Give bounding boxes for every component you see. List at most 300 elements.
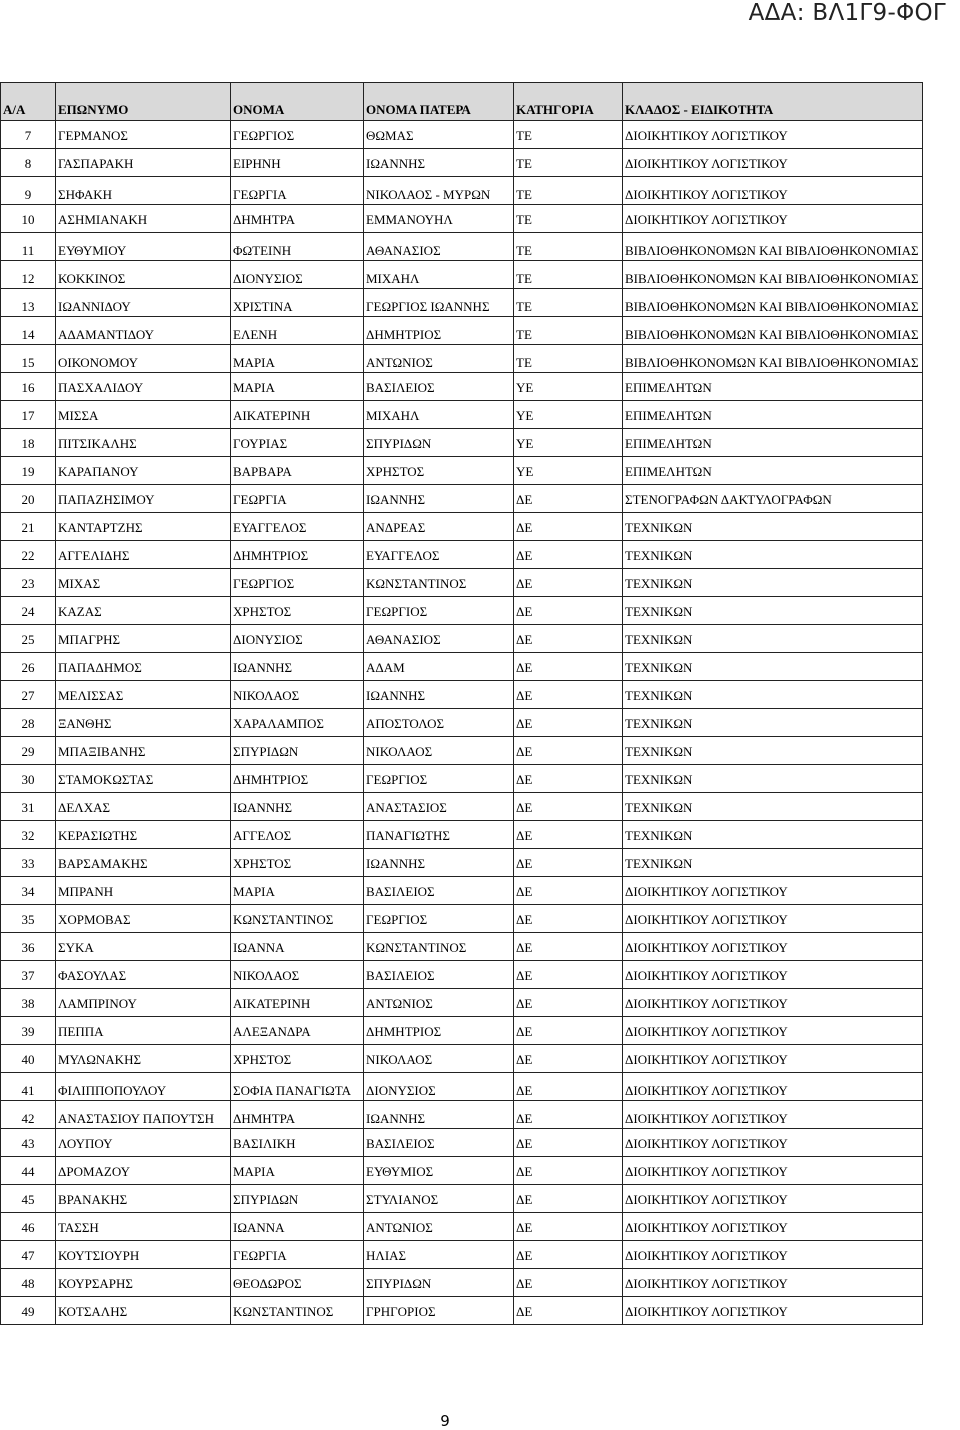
cell-surname: ΑΔΑΜΑΝΤΙΔΟΥ bbox=[56, 317, 231, 345]
cell-surname: ΜΙΧΑΣ bbox=[56, 569, 231, 597]
cell-first-name: ΔΗΜΗΤΡΙΟΣ bbox=[231, 541, 364, 569]
document-ada-code: ΑΔΑ: ΒΛ1Γ9-ΦΟΓ bbox=[748, 0, 946, 26]
cell-first-name: ΔΙΟΝΥΣΙΟΣ bbox=[231, 625, 364, 653]
cell-row-number: 27 bbox=[1, 681, 56, 709]
cell-first-name: ΔΗΜΗΤΡΑ bbox=[231, 1101, 364, 1129]
column-header-surname: ΕΠΩΝΥΜΟ bbox=[56, 83, 231, 121]
table-row bbox=[1, 989, 923, 1017]
cell-surname: ΚΟΥΤΣΙΟΥΡΗ bbox=[56, 1241, 231, 1269]
cell-category: ΔΕ bbox=[514, 1101, 623, 1129]
cell-surname: ΑΣΗΜΙΑΝΑΚΗ bbox=[56, 205, 231, 233]
cell-category: ΔΕ bbox=[514, 1073, 623, 1101]
cell-first-name: ΓΕΩΡΓΙΟΣ bbox=[231, 121, 364, 149]
cell-father-name: ΕΥΘΥΜΙΟΣ bbox=[364, 1157, 514, 1185]
cell-surname: ΙΩΑΝΝΙΔΟΥ bbox=[56, 289, 231, 317]
cell-row-number: 33 bbox=[1, 849, 56, 877]
cell-category: ΔΕ bbox=[514, 737, 623, 765]
cell-father-name: ΙΩΑΝΝΗΣ bbox=[364, 681, 514, 709]
cell-specialty: ΒΙΒΛΙΟΘΗΚΟΝΟΜΩΝ ΚΑΙ ΒΙΒΛΙΟΘΗΚΟΝΟΜΙΑΣ bbox=[623, 317, 923, 345]
cell-father-name: ΑΘΑΝΑΣΙΟΣ bbox=[364, 625, 514, 653]
cell-specialty: ΔΙΟΙΚΗΤΙΚΟΥ ΛΟΓΙΣΤΙΚΟΥ bbox=[623, 1045, 923, 1073]
table-row bbox=[1, 149, 923, 177]
cell-category: ΥΕ bbox=[514, 373, 623, 401]
cell-father-name: ΒΑΣΙΛΕΙΟΣ bbox=[364, 373, 514, 401]
cell-specialty: ΔΙΟΙΚΗΤΙΚΟΥ ΛΟΓΙΣΤΙΚΟΥ bbox=[623, 121, 923, 149]
cell-category: ΔΕ bbox=[514, 849, 623, 877]
cell-specialty: ΕΠΙΜΕΛΗΤΩΝ bbox=[623, 429, 923, 457]
cell-surname: ΕΥΘΥΜΙΟΥ bbox=[56, 233, 231, 261]
cell-surname: ΜΠΡΑΝΗ bbox=[56, 877, 231, 905]
cell-specialty: ΤΕΧΝΙΚΩΝ bbox=[623, 821, 923, 849]
cell-first-name: ΝΙΚΟΛΑΟΣ bbox=[231, 681, 364, 709]
column-header-category: ΚΑΤΗΓΟΡΙΑ bbox=[514, 83, 623, 121]
cell-category: ΔΕ bbox=[514, 793, 623, 821]
cell-category: ΤΕ bbox=[514, 149, 623, 177]
cell-surname: ΠΑΠΑΖΗΣΙΜΟΥ bbox=[56, 485, 231, 513]
cell-father-name: ΑΔΑΜ bbox=[364, 653, 514, 681]
cell-specialty: ΕΠΙΜΕΛΗΤΩΝ bbox=[623, 373, 923, 401]
table-row bbox=[1, 905, 923, 933]
cell-row-number: 45 bbox=[1, 1185, 56, 1213]
cell-father-name: ΓΕΩΡΓΙΟΣ bbox=[364, 905, 514, 933]
cell-father-name: ΒΑΣΙΛΕΙΟΣ bbox=[364, 1129, 514, 1157]
cell-row-number: 13 bbox=[1, 289, 56, 317]
table-row bbox=[1, 849, 923, 877]
cell-father-name: ΓΕΩΡΓΙΟΣ bbox=[364, 765, 514, 793]
cell-specialty: ΔΙΟΙΚΗΤΙΚΟΥ ΛΟΓΙΣΤΙΚΟΥ bbox=[623, 989, 923, 1017]
cell-row-number: 31 bbox=[1, 793, 56, 821]
table-row bbox=[1, 961, 923, 989]
cell-row-number: 37 bbox=[1, 961, 56, 989]
cell-row-number: 12 bbox=[1, 261, 56, 289]
cell-first-name: ΙΩΑΝΝΑ bbox=[231, 933, 364, 961]
cell-category: ΔΕ bbox=[514, 933, 623, 961]
table-row bbox=[1, 261, 923, 289]
cell-row-number: 14 bbox=[1, 317, 56, 345]
cell-father-name: ΝΙΚΟΛΑΟΣ - ΜΥΡΩΝ bbox=[364, 177, 514, 205]
cell-surname: ΚΑΡΑΠΑΝΟΥ bbox=[56, 457, 231, 485]
table-row bbox=[1, 1101, 923, 1129]
cell-surname: ΜΕΛΙΣΣΑΣ bbox=[56, 681, 231, 709]
cell-surname: ΠΑΣΧΑΛΙΔΟΥ bbox=[56, 373, 231, 401]
cell-surname: ΔΕΛΧΑΣ bbox=[56, 793, 231, 821]
cell-father-name: ΓΕΩΡΓΙΟΣ bbox=[364, 597, 514, 625]
table-row bbox=[1, 1241, 923, 1269]
cell-surname: ΧΟΡΜΟΒΑΣ bbox=[56, 905, 231, 933]
cell-specialty: ΤΕΧΝΙΚΩΝ bbox=[623, 569, 923, 597]
cell-surname: ΔΡΟΜΑΖΟΥ bbox=[56, 1157, 231, 1185]
cell-row-number: 49 bbox=[1, 1297, 56, 1325]
cell-first-name: ΝΙΚΟΛΑΟΣ bbox=[231, 961, 364, 989]
cell-surname: ΒΑΡΣΑΜΑΚΗΣ bbox=[56, 849, 231, 877]
cell-surname: ΦΑΣΟΥΛΑΣ bbox=[56, 961, 231, 989]
column-header-aa: Α/Α bbox=[1, 83, 56, 121]
cell-surname: ΠΕΠΠΑ bbox=[56, 1017, 231, 1045]
cell-surname: ΠΙΤΣΙΚΑΛΗΣ bbox=[56, 429, 231, 457]
cell-surname: ΜΠΑΞΙΒΑΝΗΣ bbox=[56, 737, 231, 765]
cell-surname: ΑΝΑΣΤΑΣΙΟΥ ΠΑΠΟΥΤΣΗ bbox=[56, 1101, 231, 1129]
table-row bbox=[1, 205, 923, 233]
cell-row-number: 36 bbox=[1, 933, 56, 961]
cell-specialty: ΔΙΟΙΚΗΤΙΚΟΥ ΛΟΓΙΣΤΙΚΟΥ bbox=[623, 933, 923, 961]
cell-row-number: 47 bbox=[1, 1241, 56, 1269]
cell-first-name: ΦΩΤΕΙΝΗ bbox=[231, 233, 364, 261]
cell-father-name: ΝΙΚΟΛΑΟΣ bbox=[364, 737, 514, 765]
page-number: 9 bbox=[440, 1412, 450, 1430]
cell-row-number: 8 bbox=[1, 149, 56, 177]
table-row bbox=[1, 793, 923, 821]
cell-father-name: ΚΩΝΣΤΑΝΤΙΝΟΣ bbox=[364, 933, 514, 961]
cell-father-name: ΜΙΧΑΗΛ bbox=[364, 401, 514, 429]
cell-father-name: ΧΡΗΣΤΟΣ bbox=[364, 457, 514, 485]
cell-surname: ΦΙΛΙΠΠΟΠΟΥΛΟΥ bbox=[56, 1073, 231, 1101]
table-row bbox=[1, 765, 923, 793]
cell-surname: ΚΟΚΚΙΝΟΣ bbox=[56, 261, 231, 289]
cell-first-name: ΘΕΟΔΩΡΟΣ bbox=[231, 1269, 364, 1297]
cell-specialty: ΔΙΟΙΚΗΤΙΚΟΥ ΛΟΓΙΣΤΙΚΟΥ bbox=[623, 1241, 923, 1269]
cell-specialty: ΔΙΟΙΚΗΤΙΚΟΥ ΛΟΓΙΣΤΙΚΟΥ bbox=[623, 1269, 923, 1297]
cell-row-number: 43 bbox=[1, 1129, 56, 1157]
table-header-row bbox=[1, 83, 923, 121]
cell-surname: ΚΟΥΡΣΑΡΗΣ bbox=[56, 1269, 231, 1297]
cell-category: ΔΕ bbox=[514, 1241, 623, 1269]
cell-category: ΔΕ bbox=[514, 1157, 623, 1185]
cell-category: ΤΕ bbox=[514, 177, 623, 205]
cell-specialty: ΔΙΟΙΚΗΤΙΚΟΥ ΛΟΓΙΣΤΙΚΟΥ bbox=[623, 1017, 923, 1045]
cell-specialty: ΤΕΧΝΙΚΩΝ bbox=[623, 709, 923, 737]
cell-first-name: ΓΕΩΡΓΙΑ bbox=[231, 485, 364, 513]
table-row bbox=[1, 1213, 923, 1241]
cell-specialty: ΔΙΟΙΚΗΤΙΚΟΥ ΛΟΓΙΣΤΙΚΟΥ bbox=[623, 205, 923, 233]
table-row bbox=[1, 1157, 923, 1185]
column-header-specialty: ΚΛΑΔΟΣ - ΕΙΔΙΚΟΤΗΤΑ bbox=[623, 83, 923, 121]
cell-surname: ΣΥΚΑ bbox=[56, 933, 231, 961]
cell-specialty: ΤΕΧΝΙΚΩΝ bbox=[623, 653, 923, 681]
cell-father-name: ΣΠΥΡΙΔΩΝ bbox=[364, 429, 514, 457]
cell-surname: ΚΟΤΣΑΛΗΣ bbox=[56, 1297, 231, 1325]
cell-surname: ΓΑΣΠΑΡΑΚΗ bbox=[56, 149, 231, 177]
table-row bbox=[1, 653, 923, 681]
cell-category: ΤΕ bbox=[514, 233, 623, 261]
cell-row-number: 46 bbox=[1, 1213, 56, 1241]
cell-category: ΥΕ bbox=[514, 401, 623, 429]
cell-row-number: 17 bbox=[1, 401, 56, 429]
cell-surname: ΛΑΜΠΡΙΝΟΥ bbox=[56, 989, 231, 1017]
cell-surname: ΤΑΣΣΗ bbox=[56, 1213, 231, 1241]
cell-father-name: ΓΕΩΡΓΙΟΣ ΙΩΑΝΝΗΣ bbox=[364, 289, 514, 317]
table-row bbox=[1, 1185, 923, 1213]
cell-row-number: 26 bbox=[1, 653, 56, 681]
cell-row-number: 30 bbox=[1, 765, 56, 793]
cell-first-name: ΒΑΡΒΑΡΑ bbox=[231, 457, 364, 485]
cell-category: ΔΕ bbox=[514, 625, 623, 653]
cell-father-name: ΘΩΜΑΣ bbox=[364, 121, 514, 149]
cell-surname: ΛΟΥΠΟΥ bbox=[56, 1129, 231, 1157]
cell-father-name: ΑΝΑΣΤΑΣΙΟΣ bbox=[364, 793, 514, 821]
cell-surname: ΒΡΑΝΑΚΗΣ bbox=[56, 1185, 231, 1213]
cell-specialty: ΔΙΟΙΚΗΤΙΚΟΥ ΛΟΓΙΣΤΙΚΟΥ bbox=[623, 149, 923, 177]
cell-first-name: ΧΡΙΣΤΙΝΑ bbox=[231, 289, 364, 317]
cell-first-name: ΒΑΣΙΛΙΚΗ bbox=[231, 1129, 364, 1157]
cell-row-number: 34 bbox=[1, 877, 56, 905]
cell-specialty: ΔΙΟΙΚΗΤΙΚΟΥ ΛΟΓΙΣΤΙΚΟΥ bbox=[623, 1073, 923, 1101]
cell-specialty: ΒΙΒΛΙΟΘΗΚΟΝΟΜΩΝ ΚΑΙ ΒΙΒΛΙΟΘΗΚΟΝΟΜΙΑΣ bbox=[623, 261, 923, 289]
cell-specialty: ΤΕΧΝΙΚΩΝ bbox=[623, 513, 923, 541]
cell-father-name: ΔΗΜΗΤΡΙΟΣ bbox=[364, 1017, 514, 1045]
cell-surname: ΚΑΖΑΣ bbox=[56, 597, 231, 625]
cell-row-number: 7 bbox=[1, 121, 56, 149]
cell-category: ΔΕ bbox=[514, 765, 623, 793]
cell-father-name: ΜΙΧΑΗΛ bbox=[364, 261, 514, 289]
cell-category: ΥΕ bbox=[514, 457, 623, 485]
cell-category: ΤΕ bbox=[514, 205, 623, 233]
cell-father-name: ΕΥΑΓΓΕΛΟΣ bbox=[364, 541, 514, 569]
table-row bbox=[1, 233, 923, 261]
cell-surname: ΟΙΚΟΝΟΜΟΥ bbox=[56, 345, 231, 373]
cell-specialty: ΔΙΟΙΚΗΤΙΚΟΥ ΛΟΓΙΣΤΙΚΟΥ bbox=[623, 1157, 923, 1185]
cell-father-name: ΕΜΜΑΝΟΥΗΛ bbox=[364, 205, 514, 233]
cell-father-name: ΑΘΑΝΑΣΙΟΣ bbox=[364, 233, 514, 261]
cell-specialty: ΔΙΟΙΚΗΤΙΚΟΥ ΛΟΓΙΣΤΙΚΟΥ bbox=[623, 177, 923, 205]
cell-category: ΔΕ bbox=[514, 653, 623, 681]
cell-row-number: 24 bbox=[1, 597, 56, 625]
cell-first-name: ΓΕΩΡΓΙΑ bbox=[231, 177, 364, 205]
cell-row-number: 21 bbox=[1, 513, 56, 541]
cell-row-number: 41 bbox=[1, 1073, 56, 1101]
column-header-name: ΟΝΟΜΑ bbox=[231, 83, 364, 121]
cell-row-number: 39 bbox=[1, 1017, 56, 1045]
table-row bbox=[1, 1045, 923, 1073]
table-row bbox=[1, 345, 923, 373]
cell-category: ΔΕ bbox=[514, 541, 623, 569]
cell-father-name: ΑΝΤΩΝΙΟΣ bbox=[364, 345, 514, 373]
cell-first-name: ΔΗΜΗΤΡΙΟΣ bbox=[231, 765, 364, 793]
cell-category: ΤΕ bbox=[514, 345, 623, 373]
cell-specialty: ΒΙΒΛΙΟΘΗΚΟΝΟΜΩΝ ΚΑΙ ΒΙΒΛΙΟΘΗΚΟΝΟΜΙΑΣ bbox=[623, 289, 923, 317]
cell-category: ΔΕ bbox=[514, 709, 623, 737]
table-row bbox=[1, 177, 923, 205]
table-row bbox=[1, 737, 923, 765]
cell-category: ΔΕ bbox=[514, 569, 623, 597]
cell-specialty: ΤΕΧΝΙΚΩΝ bbox=[623, 625, 923, 653]
staff-table bbox=[0, 82, 923, 1325]
table-row bbox=[1, 429, 923, 457]
cell-specialty: ΔΙΟΙΚΗΤΙΚΟΥ ΛΟΓΙΣΤΙΚΟΥ bbox=[623, 1297, 923, 1325]
table-row bbox=[1, 485, 923, 513]
cell-specialty: ΔΙΟΙΚΗΤΙΚΟΥ ΛΟΓΙΣΤΙΚΟΥ bbox=[623, 1213, 923, 1241]
cell-category: ΔΕ bbox=[514, 1017, 623, 1045]
cell-specialty: ΤΕΧΝΙΚΩΝ bbox=[623, 597, 923, 625]
cell-category: ΔΕ bbox=[514, 1269, 623, 1297]
cell-category: ΥΕ bbox=[514, 429, 623, 457]
cell-category: ΤΕ bbox=[514, 121, 623, 149]
cell-specialty: ΕΠΙΜΕΛΗΤΩΝ bbox=[623, 401, 923, 429]
cell-first-name: ΓΕΩΡΓΙΑ bbox=[231, 1241, 364, 1269]
cell-first-name: ΑΙΚΑΤΕΡΙΝΗ bbox=[231, 401, 364, 429]
cell-category: ΔΕ bbox=[514, 597, 623, 625]
cell-first-name: ΑΓΓΕΛΟΣ bbox=[231, 821, 364, 849]
cell-surname: ΞΑΝΘΗΣ bbox=[56, 709, 231, 737]
cell-first-name: ΓΕΩΡΓΙΟΣ bbox=[231, 569, 364, 597]
cell-category: ΔΕ bbox=[514, 513, 623, 541]
cell-first-name: ΑΙΚΑΤΕΡΙΝΗ bbox=[231, 989, 364, 1017]
cell-father-name: ΔΙΟΝΥΣΙΟΣ bbox=[364, 1073, 514, 1101]
cell-father-name: ΑΝΔΡΕΑΣ bbox=[364, 513, 514, 541]
table-row bbox=[1, 317, 923, 345]
table-row bbox=[1, 1297, 923, 1325]
cell-father-name: ΙΩΑΝΝΗΣ bbox=[364, 149, 514, 177]
cell-category: ΔΕ bbox=[514, 1213, 623, 1241]
cell-category: ΔΕ bbox=[514, 961, 623, 989]
cell-father-name: ΝΙΚΟΛΑΟΣ bbox=[364, 1045, 514, 1073]
column-header-father-name: ΟΝΟΜΑ ΠΑΤΕΡΑ bbox=[364, 83, 514, 121]
cell-surname: ΚΑΝΤΑΡΤΖΗΣ bbox=[56, 513, 231, 541]
cell-category: ΔΕ bbox=[514, 905, 623, 933]
cell-first-name: ΜΑΡΙΑ bbox=[231, 877, 364, 905]
cell-first-name: ΜΑΡΙΑ bbox=[231, 1157, 364, 1185]
cell-category: ΔΕ bbox=[514, 877, 623, 905]
cell-specialty: ΔΙΟΙΚΗΤΙΚΟΥ ΛΟΓΙΣΤΙΚΟΥ bbox=[623, 1101, 923, 1129]
cell-first-name: ΜΑΡΙΑ bbox=[231, 345, 364, 373]
cell-father-name: ΠΑΝΑΓΙΩΤΗΣ bbox=[364, 821, 514, 849]
cell-category: ΤΕ bbox=[514, 289, 623, 317]
cell-row-number: 15 bbox=[1, 345, 56, 373]
cell-father-name: ΙΩΑΝΝΗΣ bbox=[364, 485, 514, 513]
cell-surname: ΜΙΣΣΑ bbox=[56, 401, 231, 429]
cell-first-name: ΕΙΡΗΝΗ bbox=[231, 149, 364, 177]
table-row bbox=[1, 821, 923, 849]
cell-first-name: ΙΩΑΝΝΑ bbox=[231, 1213, 364, 1241]
cell-first-name: ΓΟΥΡΙΑΣ bbox=[231, 429, 364, 457]
cell-father-name: ΣΤΥΛΙΑΝΟΣ bbox=[364, 1185, 514, 1213]
cell-specialty: ΔΙΟΙΚΗΤΙΚΟΥ ΛΟΓΙΣΤΙΚΟΥ bbox=[623, 961, 923, 989]
cell-category: ΔΕ bbox=[514, 681, 623, 709]
cell-surname: ΠΑΠΑΔΗΜΟΣ bbox=[56, 653, 231, 681]
cell-first-name: ΣΟΦΙΑ ΠΑΝΑΓΙΩΤΑ bbox=[231, 1073, 364, 1101]
cell-row-number: 9 bbox=[1, 177, 56, 205]
cell-father-name: ΑΠΟΣΤΟΛΟΣ bbox=[364, 709, 514, 737]
cell-first-name: ΑΛΕΞΑΝΔΡΑ bbox=[231, 1017, 364, 1045]
table-row bbox=[1, 1017, 923, 1045]
cell-first-name: ΧΡΗΣΤΟΣ bbox=[231, 597, 364, 625]
cell-first-name: ΙΩΑΝΝΗΣ bbox=[231, 793, 364, 821]
cell-specialty: ΔΙΟΙΚΗΤΙΚΟΥ ΛΟΓΙΣΤΙΚΟΥ bbox=[623, 877, 923, 905]
cell-father-name: ΔΗΜΗΤΡΙΟΣ bbox=[364, 317, 514, 345]
cell-category: ΔΕ bbox=[514, 1129, 623, 1157]
cell-specialty: ΒΙΒΛΙΟΘΗΚΟΝΟΜΩΝ ΚΑΙ ΒΙΒΛΙΟΘΗΚΟΝΟΜΙΑΣ bbox=[623, 345, 923, 373]
cell-row-number: 32 bbox=[1, 821, 56, 849]
cell-surname: ΑΓΓΕΛΙΔΗΣ bbox=[56, 541, 231, 569]
cell-row-number: 16 bbox=[1, 373, 56, 401]
cell-first-name: ΧΡΗΣΤΟΣ bbox=[231, 1045, 364, 1073]
cell-row-number: 44 bbox=[1, 1157, 56, 1185]
cell-first-name: ΚΩΝΣΤΑΝΤΙΝΟΣ bbox=[231, 1297, 364, 1325]
cell-surname: ΣΗΦΑΚΗ bbox=[56, 177, 231, 205]
cell-first-name: ΕΛΕΝΗ bbox=[231, 317, 364, 345]
cell-specialty: ΔΙΟΙΚΗΤΙΚΟΥ ΛΟΓΙΣΤΙΚΟΥ bbox=[623, 905, 923, 933]
cell-first-name: ΣΠΥΡΙΔΩΝ bbox=[231, 737, 364, 765]
cell-specialty: ΤΕΧΝΙΚΩΝ bbox=[623, 765, 923, 793]
cell-surname: ΜΠΑΓΡΗΣ bbox=[56, 625, 231, 653]
table-row bbox=[1, 569, 923, 597]
cell-specialty: ΤΕΧΝΙΚΩΝ bbox=[623, 793, 923, 821]
cell-row-number: 25 bbox=[1, 625, 56, 653]
table-row bbox=[1, 373, 923, 401]
cell-category: ΔΕ bbox=[514, 1045, 623, 1073]
cell-category: ΔΕ bbox=[514, 1297, 623, 1325]
cell-row-number: 10 bbox=[1, 205, 56, 233]
cell-surname: ΚΕΡΑΣΙΩΤΗΣ bbox=[56, 821, 231, 849]
cell-first-name: ΔΙΟΝΥΣΙΟΣ bbox=[231, 261, 364, 289]
cell-first-name: ΕΥΑΓΓΕΛΟΣ bbox=[231, 513, 364, 541]
cell-row-number: 11 bbox=[1, 233, 56, 261]
table-row bbox=[1, 625, 923, 653]
table-row bbox=[1, 121, 923, 149]
cell-category: ΔΕ bbox=[514, 485, 623, 513]
cell-row-number: 20 bbox=[1, 485, 56, 513]
cell-father-name: ΚΩΝΣΤΑΝΤΙΝΟΣ bbox=[364, 569, 514, 597]
cell-father-name: ΓΡΗΓΟΡΙΟΣ bbox=[364, 1297, 514, 1325]
cell-father-name: ΣΠΥΡΙΔΩΝ bbox=[364, 1269, 514, 1297]
cell-specialty: ΤΕΧΝΙΚΩΝ bbox=[623, 737, 923, 765]
cell-surname: ΓΕΡΜΑΝΟΣ bbox=[56, 121, 231, 149]
cell-row-number: 35 bbox=[1, 905, 56, 933]
cell-category: ΔΕ bbox=[514, 821, 623, 849]
cell-row-number: 48 bbox=[1, 1269, 56, 1297]
cell-row-number: 19 bbox=[1, 457, 56, 485]
cell-specialty: ΕΠΙΜΕΛΗΤΩΝ bbox=[623, 457, 923, 485]
cell-category: ΔΕ bbox=[514, 1185, 623, 1213]
cell-first-name: ΧΑΡΑΛΑΜΠΟΣ bbox=[231, 709, 364, 737]
cell-first-name: ΙΩΑΝΝΗΣ bbox=[231, 653, 364, 681]
table-row bbox=[1, 289, 923, 317]
cell-specialty: ΔΙΟΙΚΗΤΙΚΟΥ ΛΟΓΙΣΤΙΚΟΥ bbox=[623, 1129, 923, 1157]
table-row bbox=[1, 933, 923, 961]
table-row bbox=[1, 877, 923, 905]
table-row bbox=[1, 597, 923, 625]
cell-specialty: ΒΙΒΛΙΟΘΗΚΟΝΟΜΩΝ ΚΑΙ ΒΙΒΛΙΟΘΗΚΟΝΟΜΙΑΣ bbox=[623, 233, 923, 261]
cell-surname: ΜΥΛΩΝΑΚΗΣ bbox=[56, 1045, 231, 1073]
cell-first-name: ΜΑΡΙΑ bbox=[231, 373, 364, 401]
table-row bbox=[1, 709, 923, 737]
cell-row-number: 40 bbox=[1, 1045, 56, 1073]
table-row bbox=[1, 401, 923, 429]
cell-first-name: ΣΠΥΡΙΔΩΝ bbox=[231, 1185, 364, 1213]
cell-category: ΤΕ bbox=[514, 317, 623, 345]
cell-category: ΔΕ bbox=[514, 989, 623, 1017]
cell-row-number: 28 bbox=[1, 709, 56, 737]
cell-row-number: 29 bbox=[1, 737, 56, 765]
cell-first-name: ΚΩΝΣΤΑΝΤΙΝΟΣ bbox=[231, 905, 364, 933]
cell-father-name: ΗΛΙΑΣ bbox=[364, 1241, 514, 1269]
table-row bbox=[1, 513, 923, 541]
cell-row-number: 22 bbox=[1, 541, 56, 569]
cell-father-name: ΙΩΑΝΝΗΣ bbox=[364, 849, 514, 877]
cell-specialty: ΔΙΟΙΚΗΤΙΚΟΥ ΛΟΓΙΣΤΙΚΟΥ bbox=[623, 1185, 923, 1213]
cell-specialty: ΤΕΧΝΙΚΩΝ bbox=[623, 849, 923, 877]
cell-father-name: ΒΑΣΙΛΕΙΟΣ bbox=[364, 877, 514, 905]
cell-row-number: 18 bbox=[1, 429, 56, 457]
cell-father-name: ΑΝΤΩΝΙΟΣ bbox=[364, 1213, 514, 1241]
cell-father-name: ΑΝΤΩΝΙΟΣ bbox=[364, 989, 514, 1017]
table-row bbox=[1, 1129, 923, 1157]
cell-specialty: ΣΤΕΝΟΓΡΑΦΩΝ ΔΑΚΤΥΛΟΓΡΑΦΩΝ bbox=[623, 485, 923, 513]
table-row bbox=[1, 1269, 923, 1297]
table-row bbox=[1, 457, 923, 485]
cell-row-number: 42 bbox=[1, 1101, 56, 1129]
cell-specialty: ΤΕΧΝΙΚΩΝ bbox=[623, 681, 923, 709]
cell-father-name: ΙΩΑΝΝΗΣ bbox=[364, 1101, 514, 1129]
